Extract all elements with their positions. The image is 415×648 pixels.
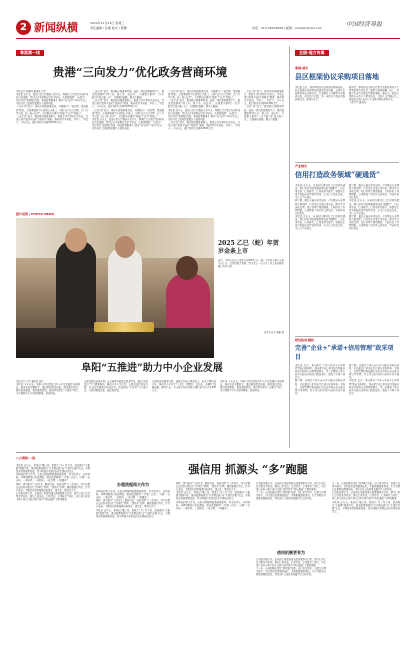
article-bottom-col1 [16,464,90,632]
news-photo-gold-bars [16,218,214,358]
article-text: 本报讯 近年来，某地以“强信用、抓源头”为工作主线，创新推出“多跑腿”服务举措，推动政务服务由“企业群众跑”向“干部代办跑”转变，全面提升政务服务效能，切实增强企业群众的获得感和满意度。 [96,508,170,518]
article-text: 下一步，该地将继续深化“放管服”改革，以信用为纽带，以源头治理为抓手，持续优化政务服务流程，不断拓展服务领域，让企业群众办事更加便捷高效，为经济社会高质量发展营造良好环境。 [256,567,326,577]
headline-fuyang: 阜阳“五推进”助力中小企业发展 [81,363,223,374]
article-guigang-col1 [16,90,88,210]
photo-person-left-head [65,228,87,252]
photo-caption-box [218,240,284,358]
article-text: 一是向“简”发力，推动审批服务更高效。全面推行“一窗受理、集成服务”模式，在政务服务中心设置综合窗口，实现“前台综合受理、后台分类审批、统一窗口出件”，企业群众办事由“找部门”变为“找窗口”。 [92,108,164,118]
article-text: 三是向“新”发力，推动数字服务更智能。依托一体化政务服务平台，推进高频事项“网上办、掌上办、就近办”，实现更多事项“一次不跑”或“最多跑一次”，让数据多跑路、群众少跑腿。 [92,90,164,100]
article-text: 本报讯 近日，某市推行“企业+承诺+信用管理”政府采购项目，探索建立以信用承诺为基础的政府采购供应商管理新模式，进一步降低了供应商参与政府采购的门槛和成本，激发了市场主体活力。 [295,364,345,380]
article-text: 办理流程再大作为。该地全面梳理政务服务事项，对审批环节、申请材料、办理时限进行系统精简，推动高频事项“一件事一次办”，实现“一次告知、一表申请、一套材料、一窗受理、一网通办”。 [176,500,250,510]
editor-line: 责任编辑 / 张楠 版式 / 陈馨 [90,26,127,30]
article-text: 据了解，该模式下供应商在参与政府采购活动时，可以通过信用承诺代替部分证明材料，采购人、采购代理机构依据信用记录对供应商实施分级分类管理，对信用良好的供应商给予适当便利。 [349,364,399,380]
article-text: 据了解，通过实施告知承诺制，企业群众在办理相关事项时，只需作出书面信用承诺，即可享受容缺受理、先行办理等便利服务，大幅压缩了办理时限，有效降低了制度性交易成本，营商环境持续优化。 [349,184,399,200]
article-fuyang-col3 [152,380,216,448]
section-title: 新闻纵横 [34,21,78,34]
photo-person-center [108,248,142,328]
article-text: 本报讯 近年来，各地持续推进社会信用体系建设，把信用作为政务服务领域的“硬通货”，以信用承诺、信用修复、信用监管为抓手，构建以信用为基础的新型监管机制，让守信者处处受益、失信者寸步难行。 [295,184,345,200]
article-text: 本报讯 近年来，贵港市深入贯彻落实党中央、国务院关于优化营商环境的决策部署，坚持以企业和群众需求为导向，从政务服务“三向发力”，持续深化“放管服”改革，推动政务服务从“能办”向“好办”“易办”转变，为经济社会高质量发展注入强劲动能。 [92,117,164,131]
article-text: 二是向“优”发力，推动帮办服务更贴心。组建专业化帮办代办队伍，为重点项目提供全流程“保姆式”服务，推动项目早落地、早开工、早投产。今年以来，累计帮办代办事项2300余件。 [244,90,284,106]
article-text: 本报讯 近年来，贵港市深入贯彻落实党中央、国务院关于优化营商环境的决策部署，坚持以企业和群众需求为导向，从政务服务“三向发力”，持续深化“放管服”改革，推动政务服务从“能办”向“好办”“易办”转变，为经济社会高质量发展注入强劲动能。 [168,108,240,121]
article-govproc-col1 [295,364,345,448]
photo-caption-title: 2025 乙巳（蛇）年贺岁金条上市 [218,240,279,255]
article-text: 信用机制更有为。该地将信用建设融入政务服务全过程，建立信用信息归集共享机制，推行信用承诺、信用评价、信用修复等制度，对信用良好的市场主体在行政审批中给予“绿色通道”等便利服务。 [256,482,326,492]
photo-person-right-head [176,256,198,280]
article-text: 本报讯 近年来，各地持续推进社会信用体系建设，把信用作为政务服务领域的“硬通货”，以信用承诺、信用修复、信用监管为抓手，构建以信用为基础的新型监管机制，让守信者处处受益、失信者寸步难行。 [295,214,345,231]
headline-govproc: 完善“企业+”承诺+信用管理”政采项目 [295,345,394,361]
subhead-credit-mechanism: 信用机制更有为 [277,550,305,555]
date-line: 2024年11月13日 星期三 [90,21,125,25]
article-text: 下一步，该地将继续深化“放管服”改革，以信用为纽带，以源头治理为抓手，持续优化政务服务流程，不断拓展服务领域，让企业群众办事更加便捷高效，为经济社会高质量发展营造良好环境。 [332,482,400,492]
article-text: 信用机制更有为。该地将信用建设融入政务服务全过程，建立信用信息归集共享机制，推行信用承诺、信用评价、信用修复等制度，对信用良好的市场主体在行政审批中给予“绿色通道”等便利服务。 [16,491,90,502]
photo-counter [16,328,214,358]
article-guigang-col3 [168,90,240,210]
section-tag-bottom-left: 八方观察·一线 [16,456,36,460]
brand-name: 中国经济导报 [346,21,383,28]
article-text: 同时，建立健全“首问负责、限时办结、容缺受理”等工作制度，对企业群众反映的问题实行“清单化”管理、“闭环式”办理，确保事事有回音、件件有着落，不断提升政务服务的标准化、规范化、便利化水平。 [176,482,250,492]
headline-credit-source: 强信用 抓源头 “多”跑腿 [188,463,308,476]
right-rule-1 [295,162,399,163]
article-text: 同时，建立健全“首问负责、限时办结、容缺受理”等工作制度，对企业群众反映的问题实行“清单化”管理、“闭环式”办理，确保事事有回音、件件有着落，不断提升政务服务的标准化、规范化、便利化水平。 [16,482,90,492]
photo-person-left [56,240,96,335]
article-bottom-col5 [332,482,400,632]
masthead-rule [16,38,400,39]
article-procurement-col1 [295,86,345,158]
headline-procurement: 县区框架协议采购项目落地 [295,72,379,81]
article-text: 本报讯 今年以来，阜阳市坚持把促进中小企业发展作为稳增长、稳就业的重要抓手，通过推进政策落地、推进融资对接、推进创新赋能、推进服务提质、推进环境优化“五推进”举措，全力帮助中小企业纾困解难、提质增效。 [220,380,284,393]
article-procurement-col2 [349,86,399,158]
section-tag-right-c: 财经热词·解析 [295,338,315,342]
article-bottom-col4 [256,482,326,546]
article-text: 本报讯 近年来，贵港市深入贯彻落实党中央、国务院关于优化营商环境的决策部署，坚持以企业和群众需求为导向，从政务服务“三向发力”，持续深化“放管服”改革，推动政务服务从“能办”向“好办”“易办”转变，为经济社会高质量发展注入强劲动能。 [16,93,88,106]
article-bottom-col4b [256,558,326,632]
phone-line: 电话：010-58302828 | 邮箱：zzxwbh@163.com [252,26,323,30]
right-rule-2 [295,336,399,337]
byline-guigang: 本报记者 刘振国 通讯员 王婷 [16,90,46,93]
article-text: 一是向“简”发力，推动审批服务更高效。全面推行“一窗受理、集成服务”模式，在政务服务中心设置综合窗口，实现“前台综合受理、后台分类审批、统一窗口出件”，企业群众办事由“找部门”变为“找窗口”。 [16,105,88,115]
column-divider [289,46,290,448]
article-text: 据了解，该模式下供应商在参与政府采购活动时，可以通过信用承诺代替部分证明材料，采购人、采购代理机构依据信用记录对供应商实施分级分类管理，对信用良好的供应商给予适当便利。 [295,379,345,395]
article-text: 二是向“优”发力，推动帮办服务更贴心。组建专业化帮办代办队伍，为重点项目提供全流程“保姆式”服务，推动项目早落地、早开工、早投产。今年以来，累计帮办代办事项2300余件。 [16,114,88,124]
photo-gold-bars [94,322,154,332]
article-text: 本报讯 近年来，某地以“强信用、抓源头”为工作主线，创新推出“多跑腿”服务举措，推动政务服务由“企业群众跑”向“干部代办跑”转变，全面提升政务服务效能，切实增强企业群众的获得感和满意度。 [332,500,400,513]
article-bottom-col2 [96,490,170,632]
article-fuyang-col2 [84,380,148,448]
article-text: 三是向“新”发力，推动数字服务更智能。依托一体化政务服务平台，推进高频事项“网上办、掌上办、就近办”，实现更多事项“一次不跑”或“最多跑一次”，让数据多跑路、群众少跑腿。 [168,99,240,109]
article-text: 信用机制更有为。该地将信用建设融入政务服务全过程，建立信用信息归集共享机制，推行信用承诺、信用评价、信用修复等制度，对信用良好的市场主体在行政审批中给予“绿色通道”等便利服务。 [332,491,400,501]
article-text: 在推进创新赋能方面，鼓励企业加大研发投入，培育专精特新企业，推动中小企业走“专业化、精细化、特色化、新颖化”发展道路。截至目前，全市累计培育省级专精特新中小企业300余家。 [152,380,216,393]
article-credit-col1 [295,184,345,334]
section-tag-right-b: 产业城市 [295,164,308,168]
section-tag-left-top: 粤港澳一线 [16,50,44,56]
photo-credit: 新华社记者 鲁鹏 摄 [264,331,284,334]
article-guigang-col4 [244,90,284,210]
photo-credit-label: 图片说明 | PHOTO NEWS [16,212,55,216]
article-text: 本报讯 今年以来，阜阳市坚持把促进中小企业发展作为稳增长、稳就业的重要抓手，通过推进政策落地、推进融资对接、推进创新赋能、推进服务提质、推进环境优化“五推进”举措，全力帮助中小企业纾困解难、提质增效。 [16,383,80,396]
page-divider [16,452,400,453]
headline-credit: 信用打造政务领域“硬通货” [295,170,381,179]
headline-guigang: 贵港“三向发力”优化政务营商环境 [52,65,228,79]
article-text: 二是向“优”发力，推动帮办服务更贴心。组建专业化帮办代办队伍，为重点项目提供全流程“保姆式”服务，推动项目早落地、早开工、早投产。今年以来，累计帮办代办事项2300余件。 [92,99,164,109]
article-text: 办理流程再大作为。该地全面梳理政务服务事项，对审批环节、申请材料、办理时限进行系统精简，推动高频事项“一件事一次办”，实现“一次告知、一表申请、一套材料、一窗受理、一网通办”。 [96,490,170,500]
article-govproc-col2 [349,364,399,448]
article-credit-col2 [349,184,399,334]
article-text: 本报讯 近年来，各地持续推进社会信用体系建设，把信用作为政务服务领域的“硬通货”，以信用承诺、信用修复、信用监管为抓手，构建以信用为基础的新型监管机制，让守信者处处受益、失信者寸步难行。 [349,199,399,215]
article-text: 同时，建立健全“首问负责、限时办结、容缺受理”等工作制度，对企业群众反映的问题实行“清单化”管理、“闭环式”办理，确保事事有回音、件件有着落，不断提升政务服务的标准化、规范化、便利化水平。 [96,499,170,509]
article-guigang-col2 [92,90,164,210]
article-fuyang-col1 [16,380,80,448]
section-tag-right-top: 全国·地方传真 [295,50,329,56]
article-text: 本报讯 近年来，某地以“强信用、抓源头”为工作主线，创新推出“多跑腿”服务举措，推动政务服务由“企业群众跑”向“干部代办跑”转变，全面提升政务服务效能，切实增强企业群众的获得感和满意度。 [16,464,90,474]
article-text: 在推进政策落地方面，该市梳理各级惠企政策清单，通过“政策直达”平台精准推送，确保企业应享尽享。在推进融资对接方面，常态化开展银企对接活动，创新推出“信易贷”等金融产品，有效缓解融资难、融资贵问题。 [84,380,148,393]
article-text: 二是向“优”发力，推动帮办服务更贴心。组建专业化帮办代办队伍，为重点项目提供全流程“保姆式”服务，推动项目早落地、早开工、早投产。今年以来，累计帮办代办事项2300余件。 [168,120,240,131]
photo-caption-body: 近日，中国金币总公司发行的2025乙巳（蛇）年贺岁金条在多地金店上市，受到消费者青睐。图为北京一家金店工作人员向顾客展示贺岁金条。 [218,259,284,269]
article-fuyang-col4 [220,380,284,448]
article-text: 本报讯 近年来，某地以“强信用、抓源头”为工作主线，创新推出“多跑腿”服务举措，推动政务服务由“企业群众跑”向“干部代办跑”转变，全面提升政务服务效能，切实增强企业群众的获得感和满意度。 [176,491,250,501]
byline-fuyang: 本报记者 李军 通讯员 张伟 [16,380,44,383]
photo-person-center-head [115,236,135,258]
article-text: 信用机制更有为。该地将信用建设融入政务服务全过程，建立信用信息归集共享机制，推行信用承诺、信用评价、信用修复等制度，对信用良好的市场主体在行政审批中给予“绿色通道”等便利服务。 [256,558,326,568]
article-text: 三是向“新”发力，推动数字服务更智能。依托一体化政务服务平台，推进高频事项“网上办、掌上办、就近办”，实现更多事项“一次不跑”或“最多跑一次”，让数据多跑路、群众少跑腿。 [244,105,284,121]
article-text: 本报讯 近日，县区框架协议采购项目顺利落地，标志着政府采购领域改革取得新进展。该项目采取框架协议采购方式，有效解决了小额零星采购效率低、成本高等问题，进一步提升了政府采购的规范化、便利化水平。 [295,86,345,102]
article-bottom-col3 [176,482,250,632]
section-tag-right-a: 要闻·城市 [295,66,309,70]
article-text: 一是向“简”发力，推动审批服务更高效。全面推行“一窗受理、集成服务”模式，在政务服务中心设置综合窗口，实现“前台综合受理、后台分类审批、统一窗口出件”，企业群众办事由“找部门”变为“找窗口”。 [168,90,240,100]
article-text: 办理流程再大作为。该地全面梳理政务服务事项，对审批环节、申请材料、办理时限进行系统精简，推动高频事项“一件事一次办”，实现“一次告知、一表申请、一套材料、一窗受理、一网通办”。 [16,473,90,483]
masthead [16,18,400,40]
article-text: 据介绍，框架协议采购是指集中采购机构或者主管预算单位对技术、服务等标准明确、统一，需要多次重复采购的货物和服务，确定第一阶段入围供应商并订立框架协议，采购人从中确定第二阶段成交供应商并订立采购合同的采购方式。 [349,86,399,102]
subhead-process: 办理流程再大作为 [117,482,149,487]
article-text: 下一步，该地将继续深化“放管服”改革，以信用为纽带，以源头治理为抓手，持续优化政务服务流程，不断拓展服务领域，让企业群众办事更加便捷高效，为经济社会高质量发展营造良好环境。 [256,491,326,501]
article-text: 据了解，通过实施告知承诺制，企业群众在办理相关事项时，只需作出书面信用承诺，即可享受容缺受理、先行办理等便利服务，大幅压缩了办理时限，有效降低了制度性交易成本，营商环境持续优化。 [295,199,345,215]
article-text: 本报讯 近日，某市推行“企业+承诺+信用管理”政府采购项目，探索建立以信用承诺为基础的政府采购供应商管理新模式，进一步降低了供应商参与政府采购的门槛和成本，激发了市场主体活力。 [349,379,399,395]
page-number-badge: 2 [16,20,31,35]
article-text: 据了解，通过实施告知承诺制，企业群众在办理相关事项时，只需作出书面信用承诺，即可享受容缺受理、先行办理等便利服务，大幅压缩了办理时限，有效降低了制度性交易成本，营商环境持续优化。 [349,214,399,231]
byline-procurement: （曹力平 通讯员） [349,101,369,105]
